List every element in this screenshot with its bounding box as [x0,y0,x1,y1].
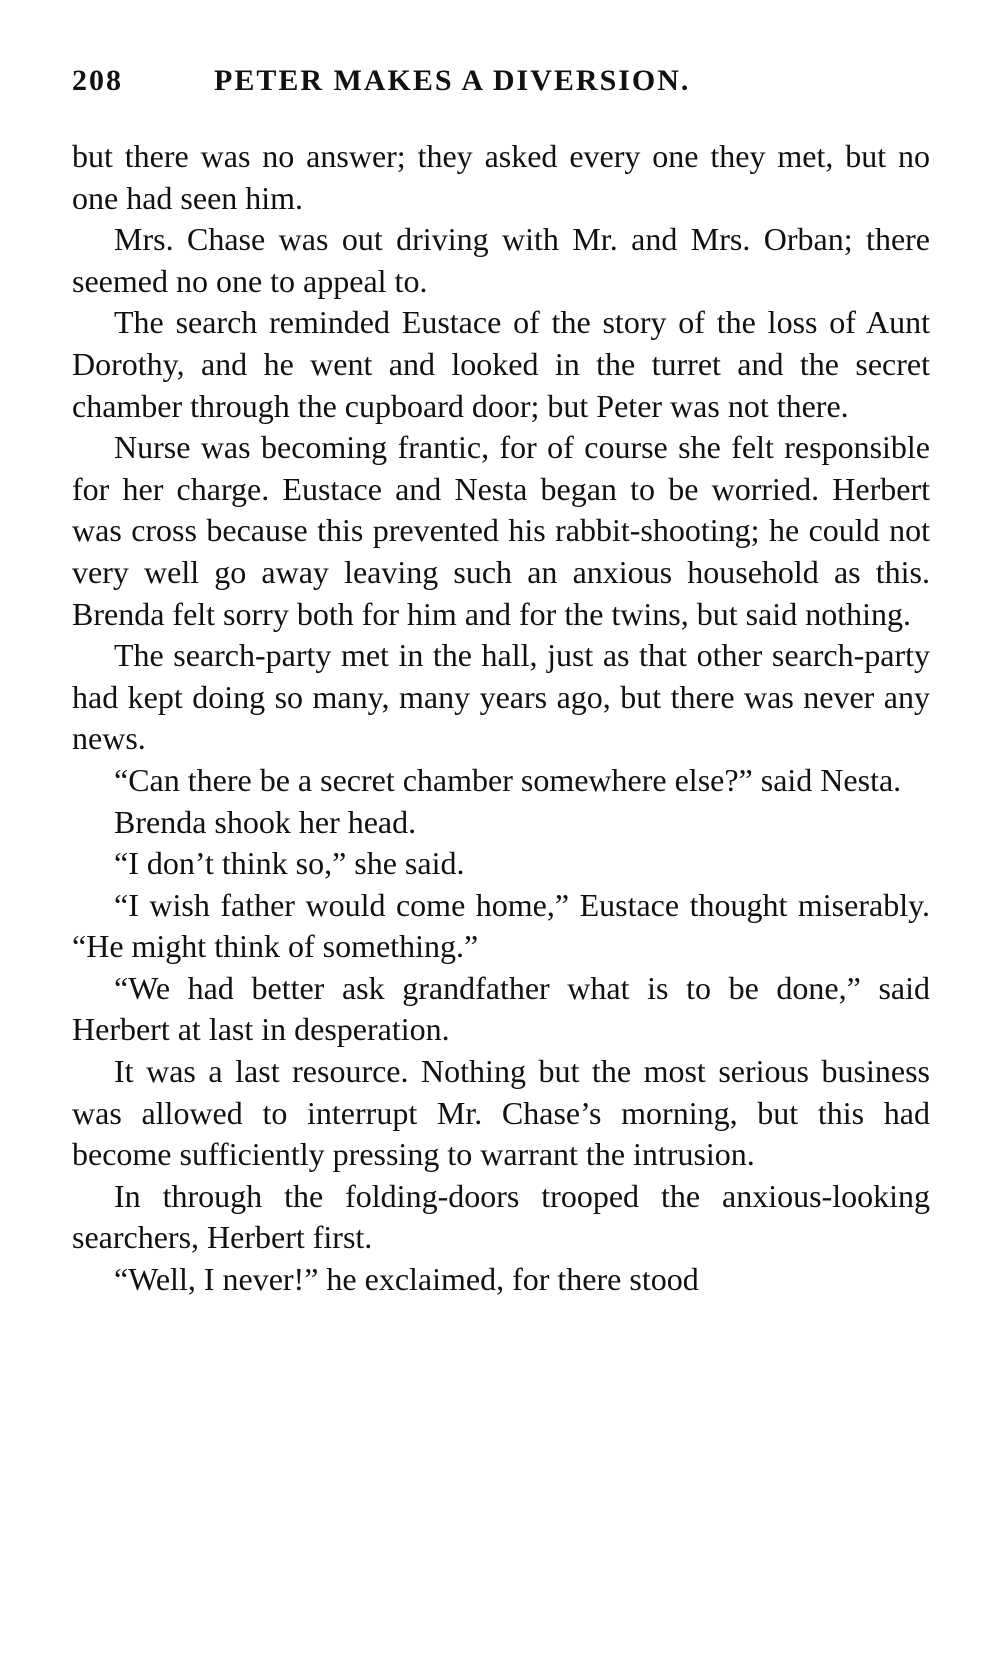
paragraph: Mrs. Chase was out driving with Mr. and Mrs. Orban; there seemed no one to appeal to. [72,221,930,299]
book-page [72,54,930,1301]
paragraph: The search reminded Eustace of the story of the loss of Aunt Dorothy, and he went and looked in the turret and the secret chamber through the cupboard door; but Peter was not there. [72,304,930,424]
paragraph-last: “Well, I never!” he exclaimed, for there stood [114,1261,699,1298]
page-number: 208 [72,64,123,97]
paragraph: “Can there be a secret chamber somewhere else?” said Nesta. [114,761,902,798]
paragraph: It was a last resource. Nothing but the most serious business was allowed to interrupt Mr. Chase’s morning, but this had become sufficiently pressing to warrant the intrusion. [72,1053,930,1173]
paragraph: “I don’t think so,” she said. [114,845,465,882]
paragraph: The search-party met in the hall, just as that other search-party had kept doing so many, many years ago, but there was never any news. [72,637,930,757]
body-text [72,136,930,1301]
paragraph: Nurse was becoming frantic, for of course she felt responsible for her charge. Eustace and Nesta began to be worried. Herbert was cross because this prevented his rabbit-shooting; he could not very well go away leaving such an anxious household as this. Brenda felt sorry both for him and for the twins, but said nothing. [72,429,930,632]
paragraph: In through the folding-doors trooped the anxious-looking searchers, Herbert first. [72,1177,930,1256]
paragraph: “We had better ask grandfather what is to be done,” said Herbert at last in desperation. [72,969,930,1048]
paragraph: Brenda shook her head. [114,803,417,840]
running-head [72,54,930,102]
paragraph: “I wish father would come home,” Eustace thought miserably. “He might think of something.” [72,886,930,965]
paragraph-continuation: but there was no answer; they asked every one they met, but no one had seen him. [72,138,930,216]
running-title: PETER MAKES A DIVERSION. [214,64,691,97]
